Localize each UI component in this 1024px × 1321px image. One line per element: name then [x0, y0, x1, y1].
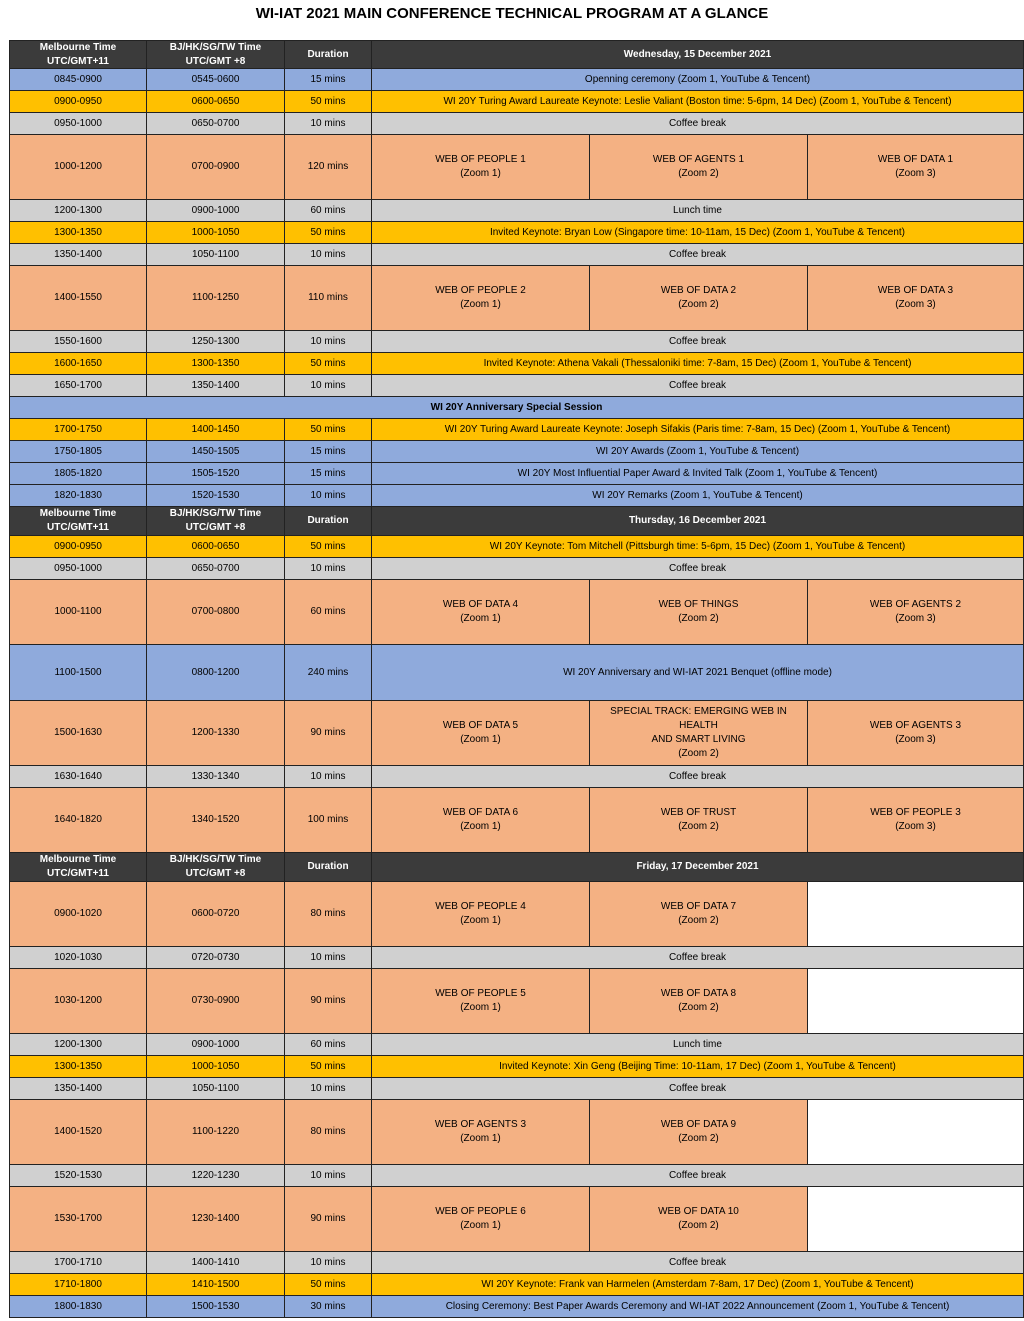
beijing-time-cell: 1410-1500 — [147, 1274, 285, 1296]
beijing-time-cell: 1100-1220 — [147, 1100, 285, 1165]
melbourne-time-cell: 1350-1400 — [9, 244, 147, 266]
melbourne-time-cell: 1710-1800 — [9, 1274, 147, 1296]
duration-cell: 10 mins — [285, 1078, 372, 1100]
duration-cell: 10 mins — [285, 113, 372, 135]
session-cell: WEB OF PEOPLE 4 (Zoom 1) — [372, 882, 590, 947]
beijing-time-cell: 0800-1200 — [147, 645, 285, 701]
event-cell: WI 20Y Turing Award Laureate Keynote: Leslie Valiant (Boston time: 5-6pm, 14 Dec) (Zoom 1, YouTube & Tencent) — [372, 91, 1024, 113]
beijing-time-cell: 1330-1340 — [147, 766, 285, 788]
beijing-time-header: BJ/HK/SG/TW Time UTC/GMT +8 — [147, 507, 285, 536]
day-header: Friday, 17 December 2021 — [372, 853, 1024, 882]
session-cell: WEB OF AGENTS 2 (Zoom 3) — [808, 580, 1024, 645]
session-cell: SPECIAL TRACK: EMERGING WEB IN HEALTH AND SMART LIVING (Zoom 2) — [590, 701, 808, 766]
beijing-time-cell: 0900-1000 — [147, 200, 285, 222]
melbourne-time-cell: 0845-0900 — [9, 69, 147, 91]
duration-cell: 50 mins — [285, 91, 372, 113]
session-cell: WEB OF PEOPLE 6 (Zoom 1) — [372, 1187, 590, 1252]
duration-cell: 240 mins — [285, 645, 372, 701]
session-cell: WEB OF PEOPLE 2 (Zoom 1) — [372, 266, 590, 331]
duration-cell: 10 mins — [285, 766, 372, 788]
event-cell: Openning ceremony (Zoom 1, YouTube & Tencent) — [372, 69, 1024, 91]
melbourne-time-cell: 1800-1830 — [9, 1296, 147, 1318]
event-cell: Coffee break — [372, 766, 1024, 788]
beijing-time-cell: 1505-1520 — [147, 463, 285, 485]
event-cell: WI 20Y Most Influential Paper Award & Invited Talk (Zoom 1, YouTube & Tencent) — [372, 463, 1024, 485]
duration-cell: 10 mins — [285, 244, 372, 266]
session-cell: WEB OF PEOPLE 5 (Zoom 1) — [372, 969, 590, 1034]
duration-cell: 90 mins — [285, 1187, 372, 1252]
melbourne-time-cell: 1750-1805 — [9, 441, 147, 463]
beijing-time-cell: 1250-1300 — [147, 331, 285, 353]
beijing-time-cell: 0650-0700 — [147, 113, 285, 135]
duration-header: Duration — [285, 853, 372, 882]
duration-cell: 90 mins — [285, 701, 372, 766]
melbourne-time-cell: 0900-0950 — [9, 536, 147, 558]
duration-header: Duration — [285, 507, 372, 536]
session-cell: WEB OF THINGS (Zoom 2) — [590, 580, 808, 645]
duration-cell: 10 mins — [285, 558, 372, 580]
session-cell: WEB OF DATA 1 (Zoom 3) — [808, 135, 1024, 200]
session-cell: WEB OF PEOPLE 3 (Zoom 3) — [808, 788, 1024, 853]
beijing-time-cell: 1000-1050 — [147, 1056, 285, 1078]
melbourne-time-cell: 0900-1020 — [9, 882, 147, 947]
melbourne-time-header: Melbourne Time UTC/GMT+11 — [9, 40, 147, 69]
session-cell: WEB OF DATA 9 (Zoom 2) — [590, 1100, 808, 1165]
duration-cell: 50 mins — [285, 419, 372, 441]
duration-header: Duration — [285, 40, 372, 69]
session-cell: WEB OF TRUST (Zoom 2) — [590, 788, 808, 853]
special-session-banner: WI 20Y Anniversary Special Session — [9, 397, 1024, 419]
duration-cell: 100 mins — [285, 788, 372, 853]
event-cell: WI 20Y Anniversary and WI-IAT 2021 Benquet (offline mode) — [372, 645, 1024, 701]
beijing-time-cell: 0650-0700 — [147, 558, 285, 580]
beijing-time-cell: 1100-1250 — [147, 266, 285, 331]
event-cell: Lunch time — [372, 1034, 1024, 1056]
melbourne-time-cell: 1630-1640 — [9, 766, 147, 788]
duration-cell: 60 mins — [285, 200, 372, 222]
event-cell: Invited Keynote: Bryan Low (Singapore time: 10-11am, 15 Dec) (Zoom 1, YouTube & Tencent) — [372, 222, 1024, 244]
melbourne-time-cell: 1500-1630 — [9, 701, 147, 766]
melbourne-time-cell: 1030-1200 — [9, 969, 147, 1034]
event-cell: Closing Ceremony: Best Paper Awards Ceremony and WI-IAT 2022 Announcement (Zoom 1, YouTube & Tencent) — [372, 1296, 1024, 1318]
event-cell: Coffee break — [372, 1078, 1024, 1100]
duration-cell: 50 mins — [285, 536, 372, 558]
duration-cell: 10 mins — [285, 947, 372, 969]
melbourne-time-cell: 1200-1300 — [9, 200, 147, 222]
duration-cell: 110 mins — [285, 266, 372, 331]
session-cell: WEB OF DATA 7 (Zoom 2) — [590, 882, 808, 947]
melbourne-time-cell: 1640-1820 — [9, 788, 147, 853]
duration-cell: 60 mins — [285, 580, 372, 645]
beijing-time-cell: 1340-1520 — [147, 788, 285, 853]
duration-cell: 80 mins — [285, 1100, 372, 1165]
melbourne-time-cell: 1350-1400 — [9, 1078, 147, 1100]
session-cell: WEB OF DATA 4 (Zoom 1) — [372, 580, 590, 645]
beijing-time-cell: 1450-1505 — [147, 441, 285, 463]
beijing-time-cell: 0600-0650 — [147, 91, 285, 113]
duration-cell: 50 mins — [285, 1056, 372, 1078]
event-cell: Coffee break — [372, 331, 1024, 353]
beijing-time-cell: 1230-1400 — [147, 1187, 285, 1252]
melbourne-time-cell: 1520-1530 — [9, 1165, 147, 1187]
empty-session-cell — [808, 1187, 1024, 1252]
session-cell: WEB OF AGENTS 3 (Zoom 3) — [808, 701, 1024, 766]
beijing-time-cell: 1000-1050 — [147, 222, 285, 244]
melbourne-time-cell: 1200-1300 — [9, 1034, 147, 1056]
event-cell: Coffee break — [372, 558, 1024, 580]
beijing-time-cell: 0900-1000 — [147, 1034, 285, 1056]
beijing-time-cell: 1050-1100 — [147, 1078, 285, 1100]
melbourne-time-cell: 1100-1500 — [9, 645, 147, 701]
event-cell: Coffee break — [372, 375, 1024, 397]
duration-cell: 15 mins — [285, 69, 372, 91]
duration-cell: 80 mins — [285, 882, 372, 947]
beijing-time-cell: 1520-1530 — [147, 485, 285, 507]
beijing-time-cell: 0600-0650 — [147, 536, 285, 558]
melbourne-time-cell: 1600-1650 — [9, 353, 147, 375]
duration-cell: 15 mins — [285, 441, 372, 463]
duration-cell: 50 mins — [285, 1274, 372, 1296]
duration-cell: 10 mins — [285, 1252, 372, 1274]
melbourne-time-cell: 1700-1750 — [9, 419, 147, 441]
beijing-time-header: BJ/HK/SG/TW Time UTC/GMT +8 — [147, 40, 285, 69]
beijing-time-cell: 0700-0800 — [147, 580, 285, 645]
duration-cell: 30 mins — [285, 1296, 372, 1318]
melbourne-time-cell: 1700-1710 — [9, 1252, 147, 1274]
event-cell: Coffee break — [372, 947, 1024, 969]
event-cell: Coffee break — [372, 1165, 1024, 1187]
duration-cell: 15 mins — [285, 463, 372, 485]
session-cell: WEB OF PEOPLE 1 (Zoom 1) — [372, 135, 590, 200]
beijing-time-cell: 1400-1450 — [147, 419, 285, 441]
melbourne-time-cell: 1820-1830 — [9, 485, 147, 507]
melbourne-time-cell: 1000-1100 — [9, 580, 147, 645]
beijing-time-cell: 0720-0730 — [147, 947, 285, 969]
beijing-time-cell: 1200-1330 — [147, 701, 285, 766]
melbourne-time-cell: 1650-1700 — [9, 375, 147, 397]
beijing-time-cell: 0600-0720 — [147, 882, 285, 947]
event-cell: WI 20Y Turing Award Laureate Keynote: Joseph Sifakis (Paris time: 7-8am, 15 Dec) (Zoom 1, YouTube & Tencent) — [372, 419, 1024, 441]
event-cell: WI 20Y Awards (Zoom 1, YouTube & Tencent) — [372, 441, 1024, 463]
session-cell: WEB OF DATA 3 (Zoom 3) — [808, 266, 1024, 331]
beijing-time-cell: 0545-0600 — [147, 69, 285, 91]
empty-session-cell — [808, 1100, 1024, 1165]
event-cell: Coffee break — [372, 113, 1024, 135]
beijing-time-cell: 1050-1100 — [147, 244, 285, 266]
melbourne-time-header: Melbourne Time UTC/GMT+11 — [9, 853, 147, 882]
session-cell: WEB OF DATA 10 (Zoom 2) — [590, 1187, 808, 1252]
melbourne-time-cell: 1020-1030 — [9, 947, 147, 969]
beijing-time-cell: 1350-1400 — [147, 375, 285, 397]
duration-cell: 10 mins — [285, 485, 372, 507]
event-cell: Coffee break — [372, 244, 1024, 266]
beijing-time-cell: 0700-0900 — [147, 135, 285, 200]
event-cell: WI 20Y Keynote: Tom Mitchell (Pittsburgh time: 5-6pm, 15 Dec) (Zoom 1, YouTube & Tencent) — [372, 536, 1024, 558]
event-cell: Coffee break — [372, 1252, 1024, 1274]
day-header: Wednesday, 15 December 2021 — [372, 40, 1024, 69]
beijing-time-cell: 1400-1410 — [147, 1252, 285, 1274]
duration-cell: 10 mins — [285, 1165, 372, 1187]
duration-cell: 50 mins — [285, 353, 372, 375]
session-cell: WEB OF DATA 2 (Zoom 2) — [590, 266, 808, 331]
beijing-time-cell: 1220-1230 — [147, 1165, 285, 1187]
event-cell: Invited Keynote: Athena Vakali (Thessaloniki time: 7-8am, 15 Dec) (Zoom 1, YouTube & Tencent) — [372, 353, 1024, 375]
melbourne-time-cell: 1400-1520 — [9, 1100, 147, 1165]
session-cell: WEB OF DATA 5 (Zoom 1) — [372, 701, 590, 766]
session-cell: WEB OF AGENTS 1 (Zoom 2) — [590, 135, 808, 200]
empty-session-cell — [808, 882, 1024, 947]
duration-cell: 120 mins — [285, 135, 372, 200]
melbourne-time-cell: 1530-1700 — [9, 1187, 147, 1252]
melbourne-time-cell: 1300-1350 — [9, 1056, 147, 1078]
melbourne-time-cell: 0900-0950 — [9, 91, 147, 113]
duration-cell: 60 mins — [285, 1034, 372, 1056]
duration-cell: 10 mins — [285, 331, 372, 353]
melbourne-time-header: Melbourne Time UTC/GMT+11 — [9, 507, 147, 536]
event-cell: Invited Keynote: Xin Geng (Beijing Time: 10-11am, 17 Dec) (Zoom 1, YouTube & Tencent) — [372, 1056, 1024, 1078]
beijing-time-cell: 1300-1350 — [147, 353, 285, 375]
melbourne-time-cell: 1000-1200 — [9, 135, 147, 200]
session-cell: WEB OF AGENTS 3 (Zoom 1) — [372, 1100, 590, 1165]
duration-cell: 50 mins — [285, 222, 372, 244]
melbourne-time-cell: 1400-1550 — [9, 266, 147, 331]
melbourne-time-cell: 1550-1600 — [9, 331, 147, 353]
melbourne-time-cell: 1805-1820 — [9, 463, 147, 485]
page-title: WI-IAT 2021 MAIN CONFERENCE TECHNICAL PROGRAM AT A GLANCE — [255, 5, 769, 22]
session-cell: WEB OF DATA 8 (Zoom 2) — [590, 969, 808, 1034]
session-cell: WEB OF DATA 6 (Zoom 1) — [372, 788, 590, 853]
event-cell: Lunch time — [372, 200, 1024, 222]
day-header: Thursday, 16 December 2021 — [372, 507, 1024, 536]
duration-cell: 10 mins — [285, 375, 372, 397]
melbourne-time-cell: 0950-1000 — [9, 558, 147, 580]
program-table — [9, 40, 1024, 1314]
event-cell: WI 20Y Remarks (Zoom 1, YouTube & Tencent) — [372, 485, 1024, 507]
beijing-time-header: BJ/HK/SG/TW Time UTC/GMT +8 — [147, 853, 285, 882]
event-cell: WI 20Y Keynote: Frank van Harmelen (Amsterdam 7-8am, 17 Dec) (Zoom 1, YouTube & Tencent) — [372, 1274, 1024, 1296]
beijing-time-cell: 0730-0900 — [147, 969, 285, 1034]
duration-cell: 90 mins — [285, 969, 372, 1034]
empty-session-cell — [808, 969, 1024, 1034]
beijing-time-cell: 1500-1530 — [147, 1296, 285, 1318]
melbourne-time-cell: 1300-1350 — [9, 222, 147, 244]
melbourne-time-cell: 0950-1000 — [9, 113, 147, 135]
